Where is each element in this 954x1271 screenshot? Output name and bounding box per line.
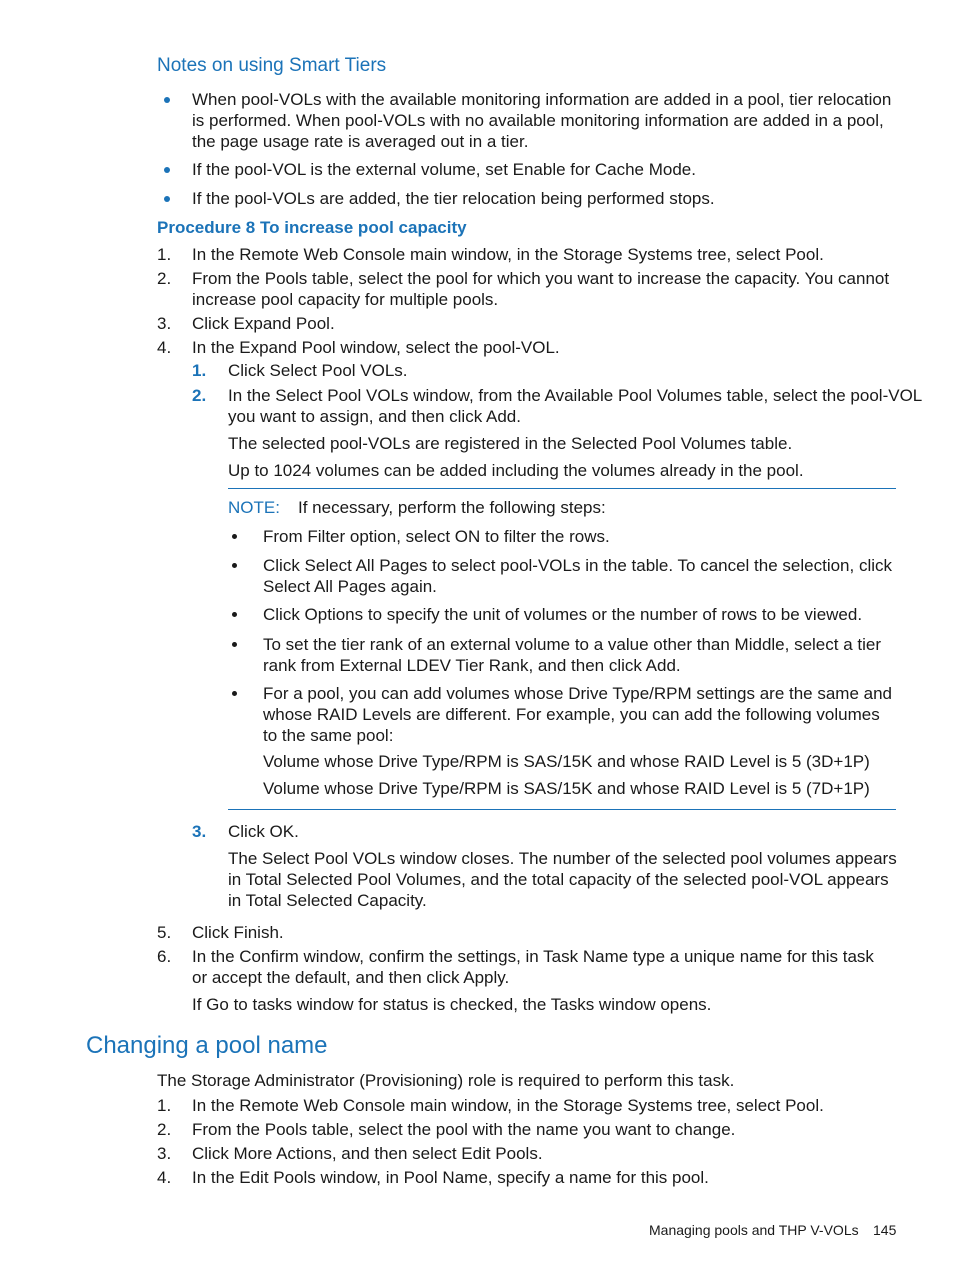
- step-2-line-2: increase pool capacity for multiple pools.: [192, 290, 499, 309]
- step-6-para: If Go to tasks window for status is checked, the Tasks window opens.: [192, 995, 712, 1014]
- substep-3-para-line-3: in Total Selected Capacity.: [228, 891, 427, 910]
- procedure-title: Procedure 8 To increase pool capacity: [157, 218, 467, 237]
- step-6-line-2: or accept the default, and then click Apply.: [192, 968, 510, 987]
- substep-2-line-1: In the Select Pool VOLs window, from the Available Pool Volumes table, select the pool-VOL: [228, 386, 923, 405]
- substep-number: 2.: [192, 386, 207, 405]
- step-5-text: Click Finish.: [192, 923, 284, 942]
- step-4-text: In the Expand Pool window, select the pool-VOL.: [192, 338, 560, 357]
- changing-intro: The Storage Administrator (Provisioning) role is required to perform this task.: [157, 1071, 735, 1090]
- changing-step-1: In the Remote Web Console main window, in the Storage Systems tree, select Pool.: [192, 1096, 824, 1115]
- substep-3-text: Click OK.: [228, 822, 299, 841]
- step-number: 2.: [157, 269, 172, 288]
- notes-bullet-1-line-2: is performed. When pool-VOLs with no available monitoring information are added in a pool,: [192, 111, 884, 130]
- step-2-line-1: From the Pools table, select the pool for which you want to increase the capacity. You cannot: [192, 269, 890, 288]
- bullet-marker: [164, 196, 170, 202]
- note-example-2: Volume whose Drive Type/RPM is SAS/15K and whose RAID Level is 5 (7D+1P): [263, 779, 870, 798]
- bullet-marker: [164, 97, 170, 103]
- changing-step-2: From the Pools table, select the pool with the name you want to change.: [192, 1120, 736, 1139]
- substep-number: 1.: [192, 361, 207, 380]
- step-number: 5.: [157, 923, 172, 942]
- substep-2-para-1: The selected pool-VOLs are registered in the Selected Pool Volumes table.: [228, 434, 793, 453]
- substep-number: 3.: [192, 822, 207, 841]
- bullet-marker: [164, 167, 170, 173]
- changing-step-4: In the Edit Pools window, in Pool Name, specify a name for this pool.: [192, 1168, 709, 1187]
- step-number: 4.: [157, 338, 172, 357]
- substep-3-para-line-2: in Total Selected Pool Volumes, and the total capacity of the selected pool-VOL appears: [228, 870, 889, 889]
- notes-bullet-1-line-1: When pool-VOLs with the available monitoring information are added in a pool, tier relocation: [192, 90, 892, 109]
- step-number: 2.: [157, 1120, 172, 1139]
- substep-2-line-2: you want to assign, and then click Add.: [228, 407, 521, 426]
- substep-3-para-line-1: The Select Pool VOLs window closes. The number of the selected pool volumes appears: [228, 849, 897, 868]
- note-bullet-5-line-1: For a pool, you can add volumes whose Drive Type/RPM settings are the same and: [263, 684, 893, 703]
- note-bullet-2-line-2: Select All Pages again.: [263, 577, 437, 596]
- footer-section-title: Managing pools and THP V-VOLs: [649, 1222, 859, 1238]
- step-number: 1.: [157, 245, 172, 264]
- step-number: 6.: [157, 947, 172, 966]
- note-bullet-1: From Filter option, select ON to filter the rows.: [263, 527, 610, 546]
- step-number: 1.: [157, 1096, 172, 1115]
- step-6-line-1: In the Confirm window, confirm the settings, in Task Name type a unique name for this task: [192, 947, 874, 966]
- note-label: NOTE:: [228, 498, 280, 517]
- step-number: 4.: [157, 1168, 172, 1187]
- bullet-marker: [232, 534, 237, 539]
- note-example-1: Volume whose Drive Type/RPM is SAS/15K and whose RAID Level is 5 (3D+1P): [263, 752, 870, 771]
- note-bottom-rule: [228, 809, 896, 810]
- bullet-marker: [232, 612, 237, 617]
- note-bullet-2-line-1: Click Select All Pages to select pool-VOLs in the table. To cancel the selection, click: [263, 556, 893, 575]
- note-top-rule: [228, 488, 896, 489]
- note-text: If necessary, perform the following steps:: [298, 498, 606, 517]
- footer-page-number: 145: [873, 1222, 897, 1238]
- substep-1-text: Click Select Pool VOLs.: [228, 361, 408, 380]
- changing-step-3: Click More Actions, and then select Edit Pools.: [192, 1144, 543, 1163]
- notes-bullet-1-line-3: the page usage rate is averaged out in a tier.: [192, 132, 529, 151]
- bullet-marker: [232, 563, 237, 568]
- notes-bullet-2: If the pool-VOL is the external volume, set Enable for Cache Mode.: [192, 160, 696, 179]
- note-bullet-4-line-2: rank from External LDEV Tier Rank, and then click Add.: [263, 656, 681, 675]
- note-bullet-4-line-1: To set the tier rank of an external volume to a value other than Middle, select a tier: [263, 635, 882, 654]
- step-3-text: Click Expand Pool.: [192, 314, 335, 333]
- step-1-text: In the Remote Web Console main window, in the Storage Systems tree, select Pool.: [192, 245, 824, 264]
- notes-bullet-3: If the pool-VOLs are added, the tier relocation being performed stops.: [192, 189, 715, 208]
- bullet-marker: [232, 642, 237, 647]
- step-number: 3.: [157, 314, 172, 333]
- section-heading-notes: Notes on using Smart Tiers: [157, 55, 387, 76]
- section-heading-changing: Changing a pool name: [86, 1032, 328, 1059]
- bullet-marker: [232, 691, 237, 696]
- note-bullet-5-line-3: to the same pool:: [263, 726, 394, 745]
- note-bullet-3: Click Options to specify the unit of volumes or the number of rows to be viewed.: [263, 605, 863, 624]
- step-number: 3.: [157, 1144, 172, 1163]
- note-bullet-5-line-2: whose RAID Levels are different. For example, you can add the following volumes: [263, 705, 880, 724]
- substep-2-para-2: Up to 1024 volumes can be added including the volumes already in the pool.: [228, 461, 804, 480]
